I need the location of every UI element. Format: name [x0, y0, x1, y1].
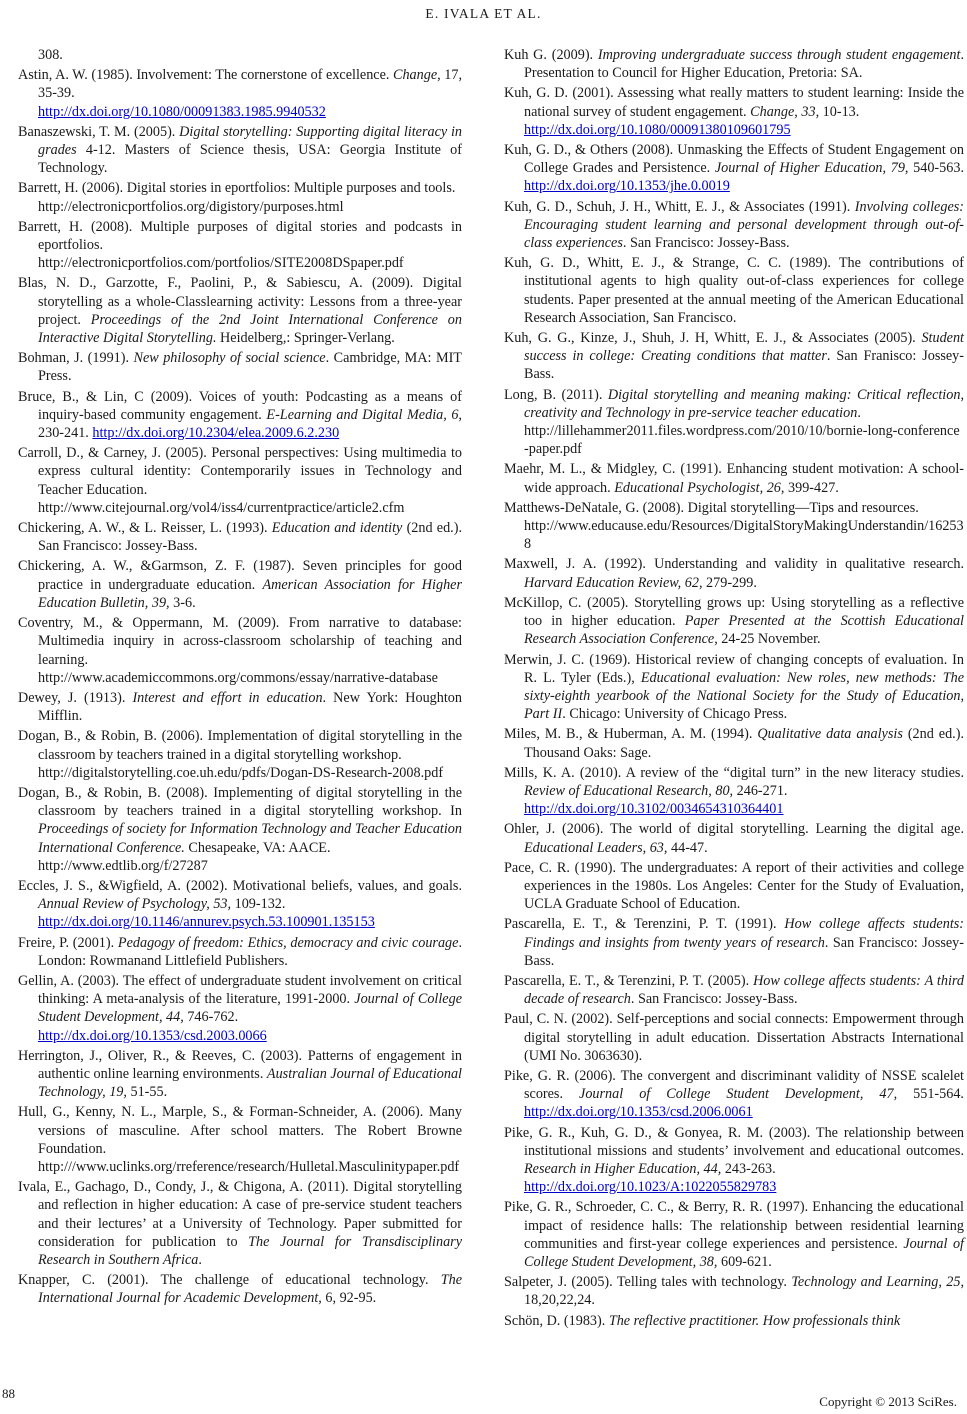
reference-details: 44-47. [667, 839, 708, 856]
reference-entry [504, 1273, 964, 1309]
doi-link[interactable]: http://dx.doi.org/10.1080/00091380109601795 [524, 121, 791, 138]
reference-text: 308. [38, 47, 63, 63]
reference-text: Maehr, M. L., & Midgley, C. (1991). Enhancing student motivation: A school-wide approach. [504, 461, 964, 496]
reference-text: Salpeter, J. (2005). Telling tales with technology. [504, 1274, 792, 1291]
reference-details: 279-299. [702, 574, 757, 591]
reference-details: . Chicago: University of Chicago Press. [562, 706, 788, 723]
reference-text: Dogan, B., & Robin, B. (2006). Implementation of digital storytelling in the classroom by teachers trained in a digital storytelling workshop. [18, 728, 462, 763]
reference-entry [18, 1178, 462, 1269]
doi-link[interactable]: http://dx.doi.org/10.1353/jhe.0.0019 [524, 178, 730, 195]
reference-text: Bruce, B., & Lin, C (2009). Voices of youth: Podcasting as a means of inquiry-based community engagement. [18, 388, 462, 423]
reference-entry [18, 557, 462, 612]
reference-details: 609-621. [717, 1254, 772, 1270]
reference-text: Miles, M. B., & Huberman, A. M. (1994). [504, 726, 758, 743]
reference-url: http://electronicportfolios.com/portfolios/SITE2008DSpaper.pdf [38, 255, 404, 272]
reference-entry [18, 519, 462, 555]
reference-entry [18, 934, 462, 970]
reference-details: 246-271. [733, 782, 788, 799]
reference-text: Kuh, G. D. (2001). Assessing what really matters to student learning: Inside the national survey of student engagement. [504, 85, 964, 120]
reference-text: Herrington, J., Oliver, R., & Reeves, C. (2003). Patterns of engagement in authentic online learning environments. [18, 1047, 462, 1082]
reference-source-title: Digital storytelling and meaning making: Critical reflection, creativity and Technology in pre-service teacher education [524, 386, 964, 421]
reference-source-title: The Journal for Transdisciplinary Research in Southern Africa [38, 1233, 463, 1268]
reference-url: http://www.citejournal.org/vol4/iss4/currentpractice/article2.cfm [38, 499, 405, 516]
reference-source-title: E-Learning and Digital Media, 6, [266, 406, 462, 423]
reference-text: McKillop, C. (2005). Storytelling grows up: Using storytelling as a reflective too in higher education. [504, 594, 964, 630]
reference-entry [504, 972, 964, 1008]
reference-text: Maxwell, J. A. (1992). Understanding and validity in qualitative research. [504, 556, 964, 573]
reference-text: Freire, P. (2001). [18, 934, 118, 951]
reference-details: 746-762. [183, 1009, 239, 1026]
reference-text: Matthews-DeNatale, G. (2008). Digital storytelling—Tips and resources. [504, 499, 919, 516]
reference-details: . [198, 1252, 202, 1268]
doi-line [38, 913, 462, 931]
reference-details: . Presentation to Council for Higher Education, Pretoria: SA. [524, 47, 964, 82]
reference-text: Blas, N. D., Garzotte, F., Paolini, P., & Sabiescu, A. (2009). Digital storytelling as a whole-Classlearning activity: Lessons from a three-year project. [18, 275, 462, 328]
reference-text: Hull, G., Kenny, N. L., Marple, S., & Forman-Schneider, A. (2006). Many versions of masculine. After school matters. The Robert Browne Foundation. [18, 1104, 462, 1157]
reference-entry [504, 499, 964, 554]
reference-details: 109-132. [231, 896, 286, 913]
reference-text: Long, B. (2011). [504, 386, 608, 403]
reference-source-title: Research in Higher Education, 44, [524, 1160, 722, 1177]
reference-entry [18, 614, 462, 687]
doi-link[interactable]: http://dx.doi.org/10.1146/annurev.psych.53.100901.135153 [38, 914, 375, 931]
reference-entry [18, 123, 462, 178]
reference-text: Astin, A. W. (1985). Involvement: The cornerstone of excellence. [18, 67, 393, 84]
reference-details: 17, 35-39. [38, 67, 462, 102]
reference-entry [18, 218, 462, 273]
reference-entry [18, 877, 462, 932]
doi-link[interactable]: http://dx.doi.org/10.1080/00091383.1985.9940532 [38, 103, 326, 120]
reference-details: 230-241. [38, 425, 93, 442]
doi-line [38, 1027, 462, 1045]
reference-entry [504, 555, 964, 591]
reference-text: Bohman, J. (1991). [18, 350, 134, 367]
reference-details: (2nd ed.). San Francisco: Jossey-Bass. [38, 520, 462, 555]
doi-link[interactable]: http://dx.doi.org/10.1353/csd.2003.0066 [38, 1027, 267, 1044]
reference-entry [504, 1010, 964, 1065]
doi-line [524, 800, 964, 818]
reference-details: . San Francisco: Jossey-Bass. [622, 235, 790, 252]
doi-link[interactable]: http://dx.doi.org/10.2304/elea.2009.6.2.230 [92, 425, 340, 442]
reference-entry [504, 141, 964, 196]
reference-details: . London: Rowmanand Littlefield Publishers. [38, 934, 462, 969]
url-line [38, 198, 462, 216]
reference-source-title: Pedagogy of freedom: Ethics, democracy and civic courage [117, 934, 459, 951]
url-line [38, 764, 462, 782]
reference-url: http://www.edtlib.org/f/27287 [38, 857, 208, 874]
page-number: 88 [2, 1386, 15, 1401]
reference-source-title: Qualitative data analysis [757, 726, 903, 743]
reference-entry [504, 329, 964, 384]
reference-text: Eccles, J. S., &Wigfield, A. (2002). Motivational beliefs, values, and goals. [18, 877, 462, 894]
reference-entry [504, 725, 964, 761]
reference-url: http://digitalstorytelling.coe.uh.edu/pdfs/Dogan-DS-Research-2008.pdf [38, 764, 444, 781]
reference-entry [18, 727, 462, 782]
reference-entry [18, 1103, 462, 1176]
reference-entry [18, 46, 462, 64]
url-line [38, 669, 462, 687]
reference-source-title: Change, 33, [750, 103, 820, 120]
reference-details: 243-263. [721, 1160, 776, 1177]
reference-details: 18,20,22,24. [524, 1292, 595, 1309]
reference-entry [18, 179, 462, 215]
reference-details: . San Francisco: Jossey-Bass. [524, 934, 964, 969]
reference-text: Pike, G. R. (2006). The convergent and discriminant validity of NSSE scalelet scores. [504, 1067, 964, 1103]
reference-entry [504, 1124, 964, 1197]
reference-entry [504, 1312, 964, 1330]
reference-details: . Cambridge, MA: MIT Press. [38, 350, 462, 385]
reference-source-title: Improving undergraduate success through student engagement [597, 47, 961, 63]
reference-entry [18, 689, 462, 725]
url-line [524, 422, 964, 458]
reference-details: 551-564. [897, 1086, 964, 1103]
reference-text: Coventry, M., & Oppermann, M. (2009). From narrative to database: Multimedia inquiry in across-classroom scholarship of teaching and learning. [18, 615, 462, 668]
reference-text: Ivala, E., Gachago, D., Condy, J., & Chigona, A. (2011). Digital storytelling and reflection in higher education: A case of pre-service student teachers and their lectures’ at a University of Technology. Paper submitted for consideration for publication to [18, 1179, 462, 1250]
reference-text: Dogan, B., & Robin, B. (2008). Implementing of digital storytelling in the classroom by teachers trained in a digital storytelling workshop. In [18, 784, 462, 820]
reference-source-title: Technology and Learning, 25, [791, 1274, 965, 1291]
reference-details: 10-13. [819, 103, 860, 120]
url-line [524, 517, 964, 553]
doi-link[interactable]: http://dx.doi.org/10.1353/csd.2006.0061 [524, 1104, 753, 1121]
reference-entry [504, 254, 964, 327]
reference-text: Gellin, A. (2003). The effect of undergraduate student involvement on critical thinking: A meta-analysis of the literature, 1991-2000. [18, 972, 462, 1008]
reference-source-title: Education and identity [271, 520, 403, 537]
reference-entry [504, 84, 964, 139]
reference-source-title: American Association for Higher Education Bulletin, 39, [38, 576, 462, 611]
reference-source-title: New philosophy of social science [133, 350, 326, 367]
reference-source-title: Interest and effort in education [132, 689, 323, 706]
reference-entry [504, 198, 964, 253]
reference-entry [504, 594, 964, 649]
reference-source-title: The reflective practitioner. How professionals think [608, 1312, 901, 1329]
reference-source-title: How college affects students: A third decade of research [524, 972, 965, 1008]
doi-link[interactable]: http://dx.doi.org/10.1023/A:1022055829783 [524, 1179, 777, 1196]
url-line [38, 254, 462, 272]
reference-text: Kuh, G. D., Whitt, E. J., & Strange, C. C. (1989). The contributions of institutional agents to high quality out-of-class experiences for college students. Paper presented at the annual meeting of the American Educational Research Association, San Francisco. [504, 255, 964, 326]
url-line [38, 499, 462, 517]
reference-entry [504, 386, 964, 459]
reference-entry [504, 764, 964, 819]
reference-text: Merwin, J. C. (1969). Historical review of changing concepts of evaluation. In R. L. Tyler (Eds.), [504, 651, 964, 686]
reference-details: 3-6. [169, 594, 196, 611]
reference-text: Pike, G. R., Kuh, G. D., & Gonyea, R. M. (2003). The relationship between institutional missions and students’ involvement and educational outcomes. [504, 1124, 964, 1159]
reference-source-title: Paper Presented at the Scottish Educational Research Association Conference [524, 613, 964, 648]
reference-source-title: Involving colleges: Encouraging student learning and personal development through out-of-class experiences [524, 198, 964, 252]
reference-text: Kuh, G. D., Schuh, J. H., Whitt, E. J., & Associates (1991). [504, 198, 855, 215]
doi-line [524, 1178, 964, 1196]
reference-entry [504, 1067, 964, 1122]
reference-source-title: Journal of College Student Development, 47, [579, 1086, 898, 1103]
reference-text: Mills, K. A. (2010). A review of the “digital turn” in the new literacy studies. [504, 764, 964, 781]
reference-source-title: Journal of College Student Development, 44, [38, 991, 462, 1026]
reference-details: 51-55. [126, 1084, 168, 1101]
reference-entry [504, 651, 964, 724]
reference-details: 399-427. [784, 479, 839, 496]
reference-entry [504, 820, 964, 856]
reference-entry [504, 1198, 964, 1271]
reference-text: Knapper, C. (2001). The challenge of educational technology. [18, 1272, 441, 1289]
reference-source-title: Educational Leaders, 63, [524, 839, 668, 856]
reference-text: Pascarella, E. T., & Terenzini, P. T. (1991). [504, 916, 785, 933]
reference-source-title: Annual Review of Psychology, 53, [38, 896, 232, 913]
reference-text: Pace, C. R. (1990). The undergraduates: A report of their activities and college experiences in the 1980s. Los Angeles: Center for the Study of Evaluation, UCLA Graduate School of Education. [504, 859, 964, 913]
reference-source-title: Review of Educational Research, 80, [524, 782, 734, 799]
reference-details: , 24-25 November. [714, 631, 821, 648]
reference-details: Chesapeake, VA: AACE. [184, 839, 331, 856]
reference-text: Paul, C. N. (2002). Self-perceptions and social connects: Empowerment through digital storytelling in adult education. Dissertation Abstracts International (UMI No. 3063630). [504, 1011, 964, 1064]
reference-details: . San Franisco: Jossey-Bass. [524, 348, 965, 383]
reference-details: . New York: Houghton Mifflin. [38, 689, 462, 725]
reference-text: Barrett, H. (2008). Multiple purposes of digital stories and podcasts in eportfolios. [18, 218, 462, 254]
reference-text: Dewey, J. (1913). [18, 689, 133, 706]
reference-entry [18, 274, 462, 347]
references-right-column [504, 46, 964, 1332]
reference-text: Kuh, G. G., Kinze, J., Shuh, J. H, Whitt, E. J., & Associates (2005). [504, 330, 922, 347]
reference-text: Carroll, D., & Carney, J. (2005). Personal perspectives: Using multimedia to express cultural identity: Contemporarily issues in Technology and Teacher Education. [18, 445, 462, 498]
reference-entry [18, 66, 462, 121]
running-head: E. IVALA ET AL. [425, 6, 542, 21]
reference-text: Schön, D. (1983). [504, 1312, 609, 1329]
copyright-notice: Copyright © 2013 SciRes. [819, 1394, 957, 1409]
reference-text: Chickering, A. W., & L. Reisser, L. (1993). [18, 520, 272, 537]
reference-source-title: Proceedings of the 2nd Joint International Conference on Interactive Digital Storytelling. [38, 311, 462, 347]
reference-details: 6, 92-95. [321, 1290, 377, 1307]
reference-entry [504, 460, 964, 496]
reference-text: Pike, G. R., Schroeder, C. C., & Berry, R. R. (1997). Enhancing the educational impact of residence halls: The relationship between residential learning communities and first-year college experiences and persistence. [504, 1199, 964, 1252]
reference-entry [504, 46, 964, 82]
doi-link[interactable]: http://dx.doi.org/10.3102/0034654310364401 [524, 801, 784, 818]
reference-entry [18, 444, 462, 517]
reference-url: http://lillehammer2011.files.wordpress.com/2010/10/bornie-long-conference-paper.pdf [524, 423, 960, 458]
reference-details: . San Francisco: Jossey-Bass. [630, 991, 798, 1008]
reference-source-title: The International Journal for Academic Development, [38, 1272, 462, 1307]
reference-entry [18, 349, 462, 385]
doi-line [38, 103, 462, 121]
reference-source-title: Proceedings of society for Information Technology and Teacher Education International Conference. [38, 821, 462, 856]
reference-url: http://electronicportfolios.org/digistory/purposes.html [38, 198, 344, 215]
reference-source-title: Educational Psychologist, 26, [614, 479, 785, 496]
reference-entry [18, 1271, 462, 1307]
reference-text: Kuh, G. D., & Others (2008). Unmasking the Effects of Student Engagement on College Grades and Persistence. [504, 142, 964, 177]
reference-source-title: Harvard Education Review, 62, [524, 574, 703, 591]
url-line [38, 857, 462, 875]
reference-entry [504, 915, 964, 970]
url-line [38, 1158, 462, 1176]
reference-source-title: Journal of Higher Education, 79, [714, 160, 909, 177]
reference-details: 540-563. [908, 160, 964, 177]
reference-details: . [857, 404, 861, 421]
reference-url: http://www.educause.edu/Resources/DigitalStoryMakingUnderstandin/162538 [524, 518, 964, 553]
reference-source-title: Australian Journal of Educational Technology, 19, [38, 1065, 462, 1101]
reference-url: http://www.academiccommons.org/commons/essay/narrative-database [38, 669, 438, 686]
reference-details: (2nd ed.). Thousand Oaks: Sage. [524, 726, 964, 761]
reference-text: Chickering, A. W., &Garmson, Z. F. (1987). Seven principles for good practice in undergraduate education. [18, 558, 462, 593]
reference-text: Banaszewski, T. M. (2005). [18, 123, 180, 140]
reference-entry [504, 859, 964, 914]
reference-source-title: How college affects students: Findings and insights from twenty years of research [524, 916, 965, 951]
doi-line [524, 121, 964, 139]
reference-source-title: Change, [393, 67, 441, 84]
reference-source-title: Digital storytelling: Supporting digital literacy in grades [38, 123, 462, 159]
references-left-column [18, 46, 462, 1310]
reference-text: Kuh G. (2009). [504, 47, 598, 63]
reference-text: Pascarella, E. T., & Terenzini, P. T. (2005). [504, 972, 754, 989]
reference-entry [18, 972, 462, 1045]
reference-text: Barrett, H. (2006). Digital stories in eportfolios: Multiple purposes and tools. [18, 180, 456, 197]
reference-entry [18, 1047, 462, 1102]
reference-entry [18, 388, 462, 443]
reference-url: http:///www.uclinks.org/rreference/research/Hulletal.Masculinitypaper.pdf [38, 1158, 460, 1175]
reference-text: Ohler, J. (2006). The world of digital storytelling. Learning the digital age. [504, 821, 964, 838]
reference-source-title: Student success in college: Creating conditions that matter [524, 330, 964, 365]
reference-source-title: Educational evaluation: New roles, new methods: The sixty-eighth yearbook of the National Society for the Study of Education, Part II [524, 669, 964, 723]
reference-source-title: Journal of College Student Development, 38, [524, 1235, 964, 1270]
reference-details: Heidelberg,: Springer-Verlang. [216, 330, 395, 347]
reference-details: 4-12. Masters of Science thesis, USA: Georgia Institute of Technology. [38, 142, 462, 177]
reference-entry [18, 784, 462, 875]
